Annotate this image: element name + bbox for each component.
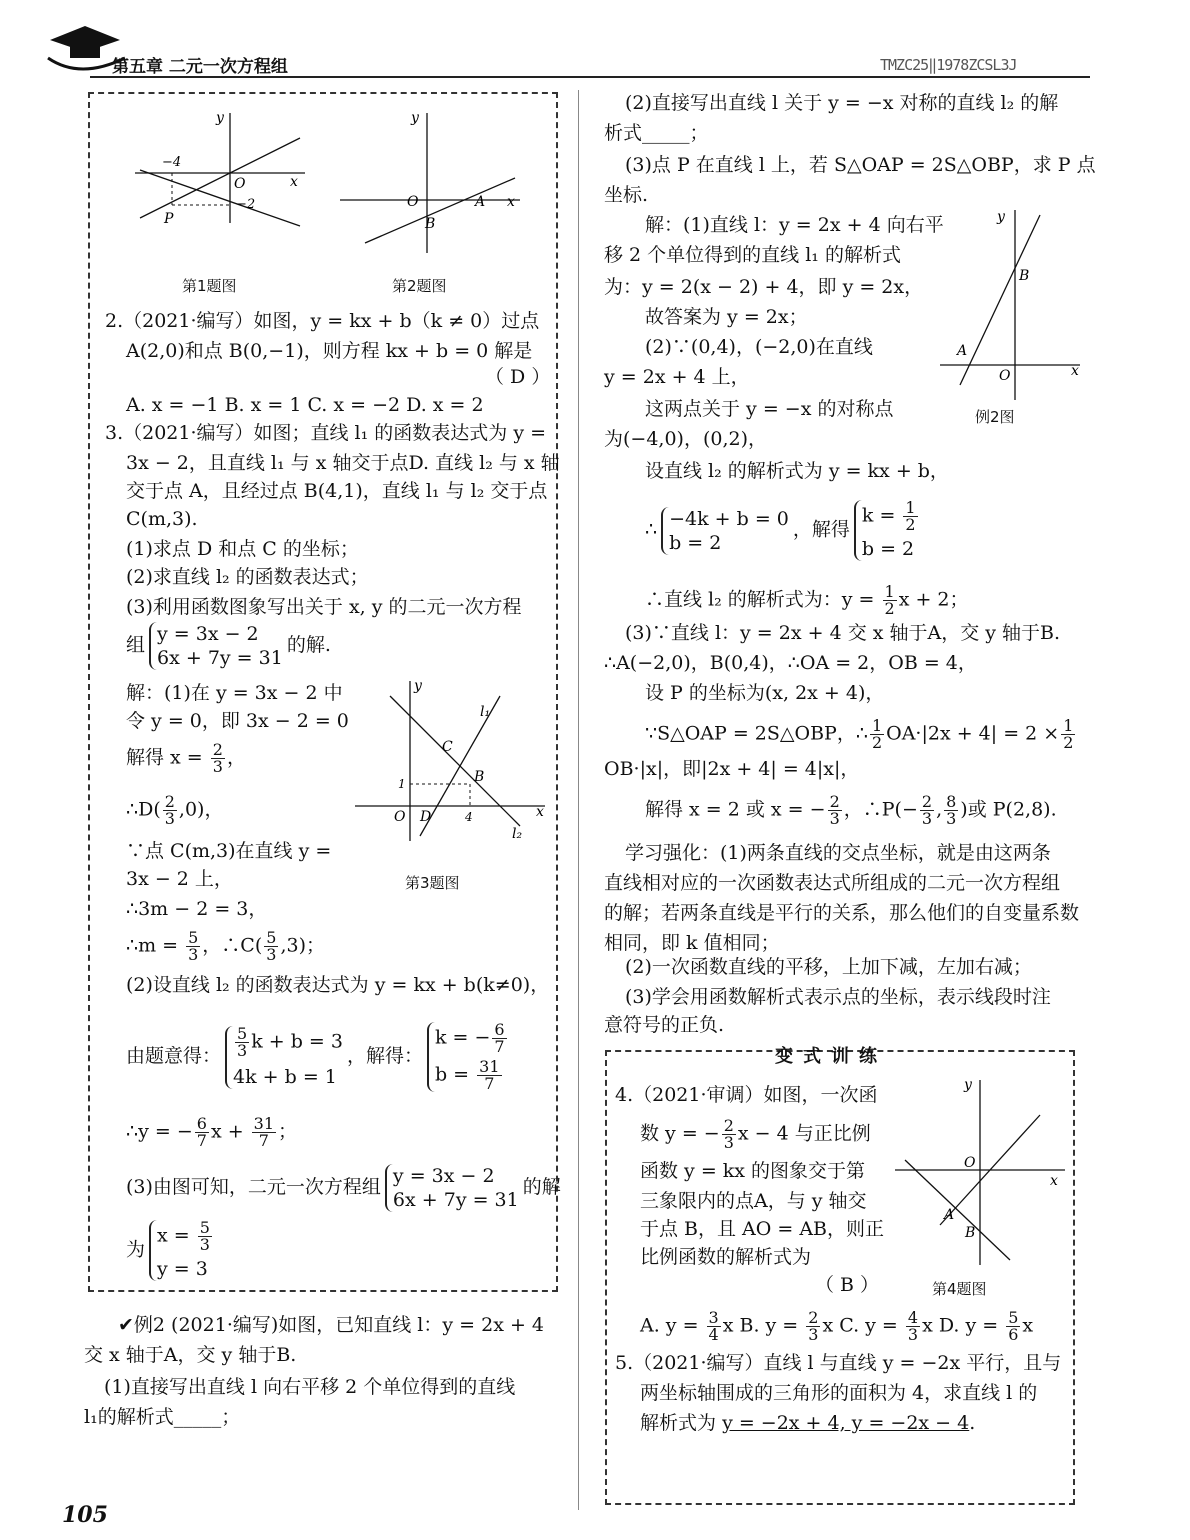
ex2-line-3: (1)直接写出直线 l 向右平移 2 个单位得到的直线	[104, 1376, 516, 1398]
ex2-sol-14: 设 P 的坐标为(x, 2x + 4)，	[645, 682, 885, 704]
ex2-sol-15: ∵S△OAP = 2S△OBP，∴ $\frac{1}{2}$ OA·|2x + 4| = 2 × $\frac{1}{2}$	[645, 716, 1074, 752]
q2-answer: （ D ）	[485, 366, 551, 388]
q3-sol-11: ∴y = − $\frac{6}{7}$ x + $\frac{31}{7}$ ；	[126, 1114, 298, 1150]
q4-answer: （ B ）	[815, 1274, 880, 1296]
ex2-sol-10: ∴ −4k + b = 0 b = 2 ，解得 k = $\frac{1}{2}$ b = 2	[645, 500, 924, 561]
fig4-a-label: A	[944, 1207, 955, 1223]
ex2fig-origin-label: O	[999, 368, 1011, 384]
figure-3	[350, 676, 550, 846]
fig2-caption: 第2题图	[392, 277, 447, 295]
q4-line-3: 函数 y = kx 的图象交于第	[640, 1160, 866, 1182]
q3-system-line: 组 y = 3x − 2 6x + 7y = 31 的解.	[126, 623, 331, 669]
ex2fig-a-label: A	[957, 343, 968, 359]
q3-sol-12: (3)由图可知，二元一次方程组 y = 3x − 2 6x + 7y = 31 的解	[126, 1165, 561, 1211]
fig3-b-label: B	[474, 769, 485, 785]
book-code: TMZC25‖1978ZCSL3J	[880, 56, 1017, 74]
ex2-sol-16: OB·|x|，即|2x + 4| = 4|x|，	[604, 758, 860, 780]
q3-sol-8: ∴m = $\frac{5}{3}$ ，∴C( $\frac{5}{3}$ ,3)；	[126, 928, 325, 964]
fig3-x-label: x	[536, 804, 544, 820]
study-7: 意符号的正负.	[604, 1014, 725, 1036]
fig1-neg2-label: −2	[236, 197, 256, 212]
figure-4	[890, 1075, 1070, 1270]
ex2fig-y-label: y	[997, 209, 1005, 225]
study-2: 直线相对应的一次函数表达式所组成的二元一次方程组	[604, 872, 1061, 894]
fig3-d-label: D	[420, 809, 432, 825]
ex2fig-x-label: x	[1071, 363, 1079, 379]
ex2-sol-3: 为：y = 2(x − 2) + 4，即 y = 2x，	[604, 276, 924, 298]
fig3-one-label: 1	[398, 777, 406, 791]
fig4-y-label: y	[964, 1077, 972, 1093]
q3-sol-6: 3x − 2 上，	[126, 868, 233, 890]
fig2-a-label: A	[475, 194, 486, 210]
fig4-x-label: x	[1050, 1173, 1058, 1189]
q2-line-2: A(2,0)和点 B(0,−1)，则方程 kx + b = 0 解是	[126, 340, 533, 362]
ex2-sol-9: 设直线 l₂ 的解析式为 y = kx + b，	[645, 460, 949, 482]
q4-options: A. y = $\frac{3}{4}$ x B. y = $\frac{2}{3}$ x C. y = $\frac{4}{3}$ x D. y = $\frac{5}{6}$ x	[640, 1308, 1034, 1344]
q3-line-4: C(m,3).	[126, 508, 198, 530]
study-4: 相同，即 k 值相同；	[604, 932, 780, 954]
study-5: (2)一次函数直线的平移，上加下减，左加右减；	[625, 956, 1032, 978]
ex2-sol-17: 解得 x = 2 或 x = − $\frac{2}{3}$ ，∴P(− $\frac{2}{3}$ , $\frac{8}{3}$ )或 P(2,8).	[645, 792, 1057, 828]
chapter-title: 第五章 二元一次方程组	[112, 57, 288, 77]
ex2-sol-6: y = 2x + 4 上，	[604, 366, 750, 388]
page-number: 105	[62, 1502, 108, 1528]
q3-sol-4: ∴D( $\frac{2}{3}$ ,0)，	[126, 792, 224, 828]
q5-line-1: 5.（2021·编写）直线 l 与直线 y = −2x 平行，且与	[615, 1352, 1062, 1374]
q3-sol-10: 由题意得： $\frac{5}{3}$ k + b = 3 4k + b = 1 ，解得： k = − $\frac{6}{7}$ b = $\frac{31}{7}$	[126, 1022, 513, 1092]
fig1-caption: 第1题图	[182, 277, 237, 295]
q4-line-1: 4.（2021·审调）如图，一次函	[615, 1084, 878, 1106]
figure-2	[335, 108, 525, 258]
ex2-sol-7: 这两点关于 y = −x 的对称点	[645, 398, 894, 420]
fig3-l1-label: l₁	[480, 704, 491, 720]
q3-line-3: 交于点 A，且经过点 B(4,1)，直线 l₁ 与 l₂ 交于点	[126, 480, 548, 502]
q3-sol-9: (2)设直线 l₂ 的函数表达式为 y = kx + b(k≠0)，	[126, 974, 550, 996]
ex2-line-1: ✔例2 (2021·编写)如图，已知直线 l：y = 2x + 4	[118, 1314, 545, 1336]
ex2fig-b-label: B	[1019, 268, 1030, 284]
q2-line-1: 2.（2021·编写）如图，y = kx + b（k ≠ 0）过点	[105, 310, 540, 332]
ex2-sol-13: ∴A(−2,0)，B(0,4)，∴OA = 2，OB = 4，	[604, 652, 977, 674]
fig1-origin-label: O	[234, 176, 246, 192]
ex2-sol-5: (2)∵(0,4)，(−2,0)在直线	[645, 336, 873, 358]
q4-line-2: 数 y = − $\frac{2}{3}$ x − 4 与正比例	[640, 1116, 871, 1152]
ex2-sol-12: (3)∵直线 l：y = 2x + 4 交 x 轴于A，交 y 轴于B.	[625, 622, 1061, 644]
fig2-x-label: x	[507, 194, 515, 210]
fig3-l2-label: l₂	[512, 826, 523, 842]
q3-sol-13: 为 x = $\frac{5}{3}$ y = 3	[126, 1220, 218, 1281]
ex2-line-4: l₁的解析式_____；	[84, 1406, 241, 1428]
q3-sol-7: ∴3m − 2 = 3，	[126, 898, 268, 920]
fig3-origin-label: O	[394, 809, 406, 825]
ex2-cont-2: 析式_____；	[604, 122, 709, 144]
ex2-line-2: 交 x 轴于A，交 y 轴于B.	[84, 1344, 297, 1366]
fig2-y-label: y	[411, 110, 419, 126]
q5-line-2: 两坐标轴围成的三角形的面积为 4，求直线 l 的	[640, 1382, 1038, 1404]
ex2-cont-3: (3)点 P 在直线 l 上，若 S△OAP = 2S△OBP，求 P 点	[625, 154, 1096, 176]
q3-line-7: (3)利用函数图象写出关于 x, y 的二元一次方程	[126, 596, 522, 618]
study-1: 学习强化：(1)两条直线的交点坐标，就是由这两条	[625, 842, 1051, 864]
fig1-x-label: x	[290, 174, 298, 190]
q4-line-4: 三象限内的点A，与 y 轴交	[640, 1190, 867, 1212]
q4-line-5: 于点 B，且 AO = AB，则正	[640, 1218, 885, 1240]
ex2-sol-1: 解：(1)直线 l：y = 2x + 4 向右平	[645, 214, 944, 236]
header-rule	[90, 76, 1090, 78]
q4-line-6: 比例函数的解析式为	[640, 1246, 812, 1268]
q3-sol-5: ∵点 C(m,3)在直线 y =	[126, 840, 332, 862]
fig4-caption: 第4题图	[932, 1280, 987, 1298]
fig1-y-label: y	[216, 110, 224, 126]
q3-sol-1: 解：(1)在 y = 3x − 2 中	[126, 682, 343, 704]
q3-sol-3: 解得 x = $\frac{2}{3}$ ，	[126, 740, 246, 776]
fig3-caption: 第3题图	[405, 874, 460, 892]
fig3-c-label: C	[442, 739, 453, 755]
example-2-figure	[935, 205, 1085, 405]
q3-line-6: (2)求直线 l₂ 的函数表达式；	[126, 566, 369, 588]
fig4-origin-label: O	[964, 1155, 976, 1171]
q3-line-5: (1)求点 D 和点 C 的坐标；	[126, 538, 359, 560]
fig3-y-label: y	[414, 678, 422, 694]
q5-line-3: 解析式为 y = −2x + 4, y = −2x − 4.	[640, 1412, 976, 1434]
q3-line-1: 3.（2021·编写）如图；直线 l₁ 的函数表达式为 y =	[105, 422, 547, 444]
q3-sol-2: 令 y = 0，即 3x − 2 = 0	[126, 710, 349, 732]
q3-line-2: 3x − 2，且直线 l₁ 与 x 轴交于点D. 直线 l₂ 与 x 轴	[126, 452, 560, 474]
ex2-sol-8: 为(−4,0)，(0,2)，	[604, 428, 768, 450]
fig1-neg4-label: −4	[162, 155, 182, 170]
ex2-cont-4: 坐标.	[604, 184, 649, 206]
ex2-caption: 例2图	[975, 408, 1015, 426]
variant-training-banner: 变式训练	[775, 1046, 887, 1067]
q2-options: A. x = −1 B. x = 1 C. x = −2 D. x = 2	[126, 394, 484, 416]
ex2-sol-4: 故答案为 y = 2x；	[645, 306, 808, 328]
study-3: 的解；若两条直线是平行的关系，那么他们的自变量系数	[604, 902, 1080, 924]
ex2-cont-1: (2)直接写出直线 l 关于 y = −x 对称的直线 l₂ 的解	[625, 92, 1059, 114]
figure-1	[130, 108, 310, 228]
ex2-sol-2: 移 2 个单位得到的直线 l₁ 的解析式	[604, 244, 901, 266]
study-6: (3)学会用函数解析式表示点的坐标，表示线段时注	[625, 986, 1051, 1008]
fig2-b-label: B	[425, 216, 436, 232]
fig2-origin-label: O	[407, 194, 419, 210]
fig3-four-label: 4	[465, 810, 473, 824]
fig1-p-label: P	[164, 211, 174, 227]
ex2-sol-11: ∴直线 l₂ 的解析式为：y = $\frac{1}{2}$ x + 2；	[645, 582, 969, 618]
column-divider	[578, 90, 579, 1510]
fig4-b-label: B	[965, 1225, 976, 1241]
